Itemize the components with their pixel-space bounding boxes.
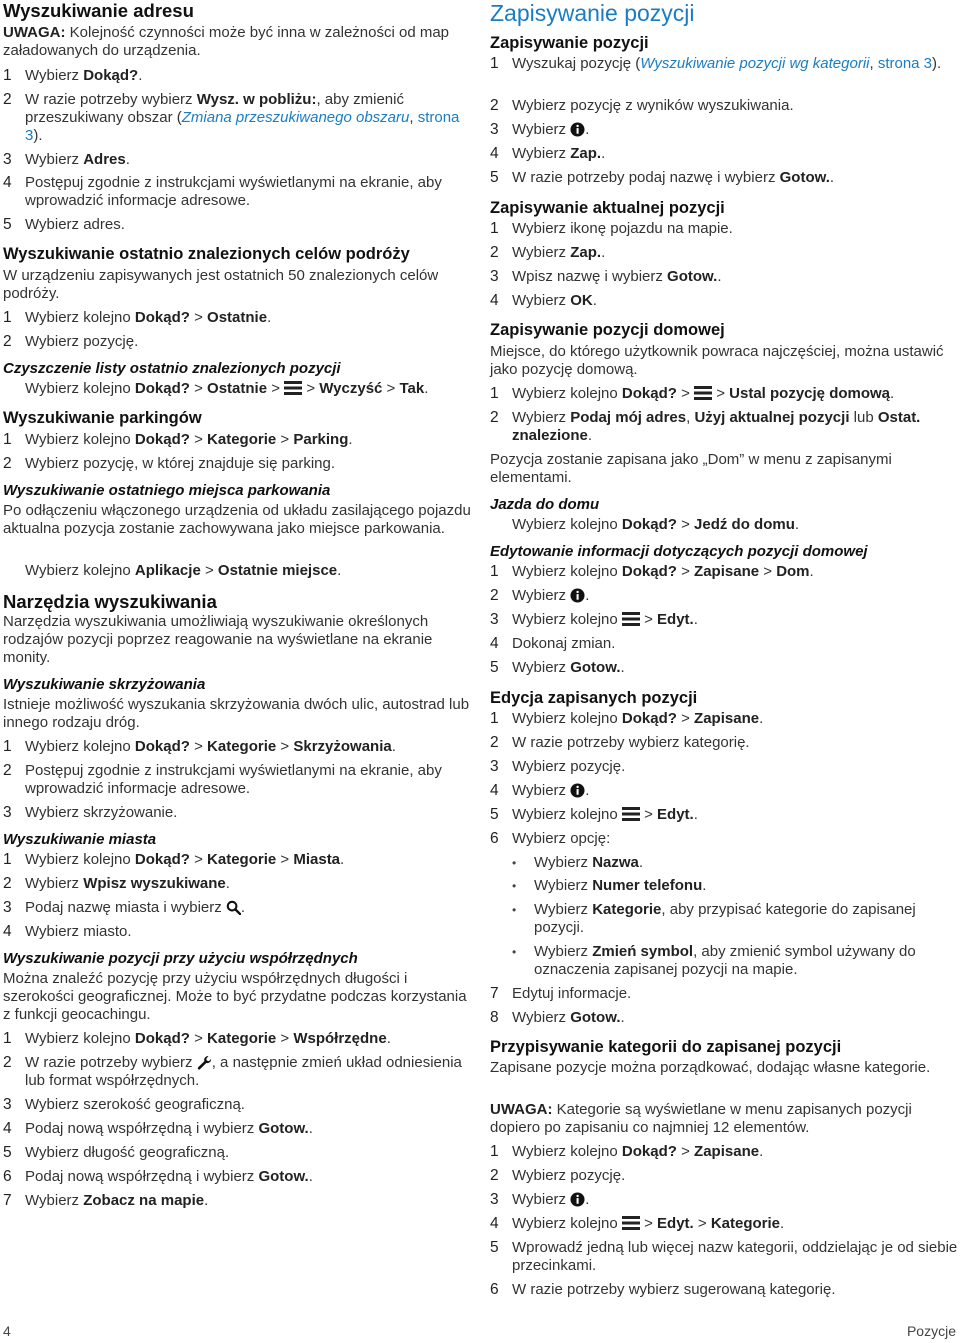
step-number: 3 (3, 151, 12, 168)
step-number: 4 (3, 1120, 12, 1137)
step-item: 2 Wybierz Wpisz wyszukiwane. (3, 875, 230, 892)
step-item: 1 Wybierz kolejno Dokąd? > Zapisane. (490, 1143, 764, 1160)
step-number: 7 (490, 985, 499, 1002)
link-strona-3[interactable]: strona 3 (877, 55, 933, 72)
step-item: 6 W razie potrzeby wybierz sugerowaną kategorię. (490, 1281, 836, 1298)
link-zmiana-obszaru[interactable]: Zmiana przeszukiwanego obszaru (181, 109, 410, 127)
step-item: 1 Wybierz kolejno Dokąd? > Zapisane. (490, 710, 764, 727)
step-number: 3 (490, 758, 499, 775)
step-item: 2 Wybierz Zap.. (490, 244, 606, 261)
bullet-item: • Wybierz Zmień symbol, aby zmienić symbol używany do oznaczenia zapisanej pozycji na mapie. (512, 943, 916, 979)
step-item: 5 Wybierz długość geograficzną. (3, 1144, 230, 1161)
heading-ostatnio: Wyszukiwanie ostatnio znalezionych celów podróży (3, 245, 410, 263)
step-number: 6 (490, 1281, 499, 1298)
step-number: 5 (490, 659, 499, 676)
step-item: 2 Wybierz pozycję. (3, 333, 139, 350)
step-item: 3 Wybierz Adres. (3, 151, 130, 168)
heading-wspolrzedne: Wyszukiwanie pozycji przy użyciu współrzędnych (3, 950, 358, 967)
step-number: 4 (490, 1215, 499, 1232)
step-item: 7 Edytuj informacje. (490, 985, 632, 1002)
paragraph: Zapisane pozycje można porządkować, dodając własne kategorie. (490, 1059, 931, 1076)
heading-wyszukiwanie-adresu: Wyszukiwanie adresu (3, 0, 194, 21)
step-item: 3 Wybierz kolejno > Edyt.. (490, 611, 698, 628)
bullet-item: • Wybierz Kategorie, aby przypisać kategorie do zapisanej pozycji. (512, 901, 916, 937)
paragraph: Można znaleźć pozycję przy użyciu współrzędnych długości i szerokości geograficznej. Może to być przydatne podczas korzystania z funkcji geocachingu. (3, 970, 467, 1024)
step-number: 3 (3, 899, 12, 916)
step-number: 5 (490, 169, 499, 186)
step-number: 1 (490, 1143, 499, 1160)
step-number: 3 (490, 121, 499, 138)
step-number: 2 (490, 587, 499, 604)
footer-section: Pozycje (906, 1323, 956, 1339)
heading-miasta: Wyszukiwanie miasta (3, 831, 157, 848)
paragraph: Po odłączeniu włączonego urządzenia od układu zasilającego pojazdu aktualna pozycja zostanie zachowywana jako miejsce parkowania. (3, 502, 471, 538)
heading-czyszczenie: Czyszczenie listy ostatnio znalezionych pozycji (3, 360, 341, 377)
step-number: 2 (490, 734, 499, 751)
step-item: 1 Wybierz kolejno Dokąd? > Kategorie > Miasta. (3, 851, 345, 868)
step-item: 1 Wybierz kolejno Dokąd? > Ostatnie. (3, 309, 272, 326)
step-item: 4 Wybierz miasto. (3, 923, 132, 940)
step-item: 2 Wybierz . (490, 587, 590, 604)
step-number: 5 (490, 1239, 499, 1256)
paragraph: Pozycja zostanie zapisana jako „Dom” w menu z zapisanymi elementami. (490, 451, 892, 487)
bullet-mark: • (512, 903, 517, 917)
bullet-mark: • (512, 856, 517, 870)
step-item: 1 Wybierz Dokąd?. (3, 67, 143, 84)
heading-edytowanie-domowej: Edytowanie informacji dotyczących pozycji domowej (490, 543, 868, 560)
note-label: UWAGA: (490, 1101, 553, 1118)
step-number: 2 (3, 875, 12, 892)
link-wyszukiwanie-kategorii[interactable]: Wyszukiwanie pozycji wg kategorii (640, 55, 870, 72)
paragraph: Narzędzia wyszukiwania umożliwiają wyszukiwanie określonych rodzajów pozycji poprzez reagowanie na wyświetlane na ekranie monity. (3, 613, 433, 667)
step-item: 1 Wybierz kolejno Dokąd? > Kategorie > Parking. (3, 431, 353, 448)
bullet-item: • Wybierz Numer telefonu. (512, 877, 707, 894)
step-number: 3 (3, 1096, 12, 1113)
step-number: 1 (3, 1030, 12, 1047)
note-paragraph: UWAGA: Kolejność czynności może być inna w zależności od map załadowanych do urządzenia. (3, 24, 450, 60)
step-number: 1 (3, 738, 12, 755)
step-item: 3 Wybierz . (490, 121, 590, 138)
step-number: 4 (490, 292, 499, 309)
instruction-line: Wybierz kolejno Aplikacje > Ostatnie miejsce. (25, 562, 342, 579)
heading-narzedzia: Narzędzia wyszukiwania (3, 591, 217, 612)
step-number: 2 (490, 97, 499, 114)
step-item: 1 Wyszukaj pozycję (Wyszukiwanie pozycji wg kategorii, strona 3). (490, 55, 942, 72)
step-number: 1 (490, 55, 499, 72)
step-number: 1 (3, 309, 12, 326)
paragraph: Istnieje możliwość wyszukania skrzyżowania dwóch ulic, autostrad lub innego rodzaju dróg. (3, 696, 470, 732)
note-label: UWAGA: (3, 24, 66, 41)
step-number: 1 (490, 563, 499, 580)
step-item: 5 Wybierz adres. (3, 216, 125, 233)
step-number: 1 (3, 67, 12, 84)
step-item: 5 Wybierz Gotow.. (490, 659, 625, 676)
step-number: 1 (490, 220, 499, 237)
step-item: 5 Wprowadź jedną lub więcej nazw kategorii, oddzielając je od siebie przecinkami. (490, 1239, 958, 1275)
step-item: 1 Wybierz kolejno Dokąd? > Kategorie > Skrzyżowania. (3, 738, 396, 755)
paragraph: W urządzeniu zapisywanych jest ostatnich 50 znalezionych celów podróży. (3, 267, 439, 303)
paragraph: Miejsce, do którego użytkownik powraca najczęściej, można ustawić jako pozycję domową. (490, 343, 944, 379)
step-item: 3 Wybierz pozycję. (490, 758, 626, 775)
step-number: 2 (3, 762, 12, 779)
instruction-line: Wybierz kolejno Dokąd? > Ostatnie > > Wyczyść > Tak. (25, 380, 429, 397)
step-number: 1 (490, 710, 499, 727)
info-icon (570, 1192, 585, 1207)
heading-przypisywanie-kategorii: Przypisywanie kategorii do zapisanej pozycji (490, 1038, 842, 1056)
step-item: 5 Wybierz kolejno > Edyt.. (490, 806, 698, 823)
menu-icon (284, 380, 302, 396)
step-number: 4 (490, 635, 499, 652)
step-item: 3 Wybierz szerokość geograficzną. (3, 1096, 245, 1113)
heading-edycja: Edycja zapisanych pozycji (490, 689, 698, 707)
step-item: 4 Wybierz . (490, 782, 590, 799)
step-number: 6 (3, 1168, 12, 1185)
step-number: 5 (3, 1144, 12, 1161)
step-item: 2 Wybierz pozycję. (490, 1167, 626, 1184)
heading-ostatniego-miejsca: Wyszukiwanie ostatniego miejsca parkowania (3, 482, 331, 499)
step-item: 2 W razie potrzeby wybierz kategorię. (490, 734, 750, 751)
step-number: 4 (490, 782, 499, 799)
step-item: 3 Wpisz nazwę i wybierz Gotow.. (490, 268, 722, 285)
bullet-mark: • (512, 879, 517, 893)
step-item: 4 Podaj nową współrzędną i wybierz Gotow.. (3, 1120, 313, 1137)
step-number: 2 (3, 91, 12, 108)
step-item: 4 Wybierz Zap.. (490, 145, 606, 162)
step-number: 4 (490, 145, 499, 162)
step-item: 8 Wybierz Gotow.. (490, 1009, 625, 1026)
step-item: 5 W razie potrzeby podaj nazwę i wybierz Gotow.. (490, 169, 835, 186)
heading-skrzyzowania: Wyszukiwanie skrzyżowania (3, 676, 206, 693)
step-item: 2 Postępuj zgodnie z instrukcjami wyświetlanymi na ekranie, aby wprowadzić informacje adresowe. (3, 762, 442, 798)
search-icon (226, 900, 241, 915)
step-number: 4 (3, 174, 12, 191)
step-number: 3 (490, 611, 499, 628)
step-number: 1 (3, 431, 12, 448)
menu-icon (622, 806, 640, 822)
step-number: 2 (3, 1054, 12, 1071)
step-number: 2 (490, 244, 499, 261)
step-number: 6 (490, 830, 499, 847)
step-item: 4 Postępuj zgodnie z instrukcjami wyświetlanymi na ekranie, aby wprowadzić informacje adresowe. (3, 174, 442, 210)
page-number: 4 (3, 1323, 11, 1339)
step-item: 2 W razie potrzeby wybierz Wysz. w pobliżu:, aby zmienić przeszukiwany obszar (Zmiana przeszukiwanego obszaru, strona 3). (3, 91, 460, 145)
step-number: 5 (3, 216, 12, 233)
step-number: 8 (490, 1009, 499, 1026)
chapter-title: Zapisywanie pozycji (490, 0, 695, 26)
step-item: 2 W razie potrzeby wybierz , a następnie zmień układ odniesienia lub format współrzędnych. (3, 1054, 462, 1090)
step-item: 1 Wybierz kolejno Dokąd? > Zapisane > Dom. (490, 563, 814, 580)
step-number: 2 (490, 409, 499, 426)
step-number: 5 (490, 806, 499, 823)
step-item: 4 Dokonaj zmian. (490, 635, 616, 652)
step-number: 7 (3, 1192, 12, 1209)
heading-jazda-do-domu: Jazda do domu (490, 496, 600, 513)
heading-domowej: Zapisywanie pozycji domowej (490, 321, 725, 339)
step-number: 3 (3, 804, 12, 821)
step-item: 4 Wybierz kolejno > Edyt. > Kategorie. (490, 1215, 785, 1232)
heading-aktualnej: Zapisywanie aktualnej pozycji (490, 199, 725, 217)
step-item: 3 Wybierz . (490, 1191, 590, 1208)
bullet-item: • Wybierz Nazwa. (512, 854, 644, 871)
menu-icon (694, 385, 712, 401)
step-number: 2 (3, 333, 12, 350)
instruction-line: Wybierz kolejno Dokąd? > Jedź do domu. (512, 516, 800, 533)
info-icon (570, 588, 585, 603)
step-item: 2 Wybierz Podaj mój adres, Użyj aktualnej pozycji lub Ostat. znalezione. (490, 409, 921, 445)
info-icon (570, 783, 585, 798)
step-item: 4 Wybierz OK. (490, 292, 597, 309)
step-item: 2 Wybierz pozycję, w której znajduje się parking. (3, 455, 335, 472)
menu-icon (622, 1215, 640, 1231)
step-item: 1 Wybierz kolejno Dokąd? > > Ustal pozycję domową. (490, 385, 895, 402)
step-number: 3 (490, 268, 499, 285)
step-item: 1 Wybierz ikonę pojazdu na mapie. (490, 220, 733, 237)
link-strona-3[interactable]: strona 3 (25, 109, 460, 145)
info-icon (570, 122, 585, 137)
step-item: 3 Podaj nazwę miasta i wybierz . (3, 899, 246, 916)
step-item: 1 Wybierz kolejno Dokąd? > Kategorie > Współrzędne. (3, 1030, 391, 1047)
heading-zapisywanie: Zapisywanie pozycji (490, 34, 649, 52)
step-item: 6 Wybierz opcję: (490, 830, 611, 847)
step-number: 1 (3, 851, 12, 868)
step-item: 6 Podaj nową współrzędną i wybierz Gotow.. (3, 1168, 313, 1185)
step-number: 3 (490, 1191, 499, 1208)
wrench-icon (197, 1055, 212, 1070)
bullet-mark: • (512, 945, 517, 959)
heading-parkingow: Wyszukiwanie parkingów (3, 409, 202, 427)
step-item: 2 Wybierz pozycję z wyników wyszukiwania. (490, 97, 794, 114)
step-item: 3 Wybierz skrzyżowanie. (3, 804, 178, 821)
step-number: 2 (490, 1167, 499, 1184)
note-paragraph: UWAGA: Kategorie są wyświetlane w menu zapisanych pozycji dopiero po zapisaniu co najmniej 12 elementów. (490, 1101, 912, 1137)
step-item: 7 Wybierz Zobacz na mapie. (3, 1192, 209, 1209)
step-number: 4 (3, 923, 12, 940)
step-number: 1 (490, 385, 499, 402)
step-number: 2 (3, 455, 12, 472)
menu-icon (622, 611, 640, 627)
